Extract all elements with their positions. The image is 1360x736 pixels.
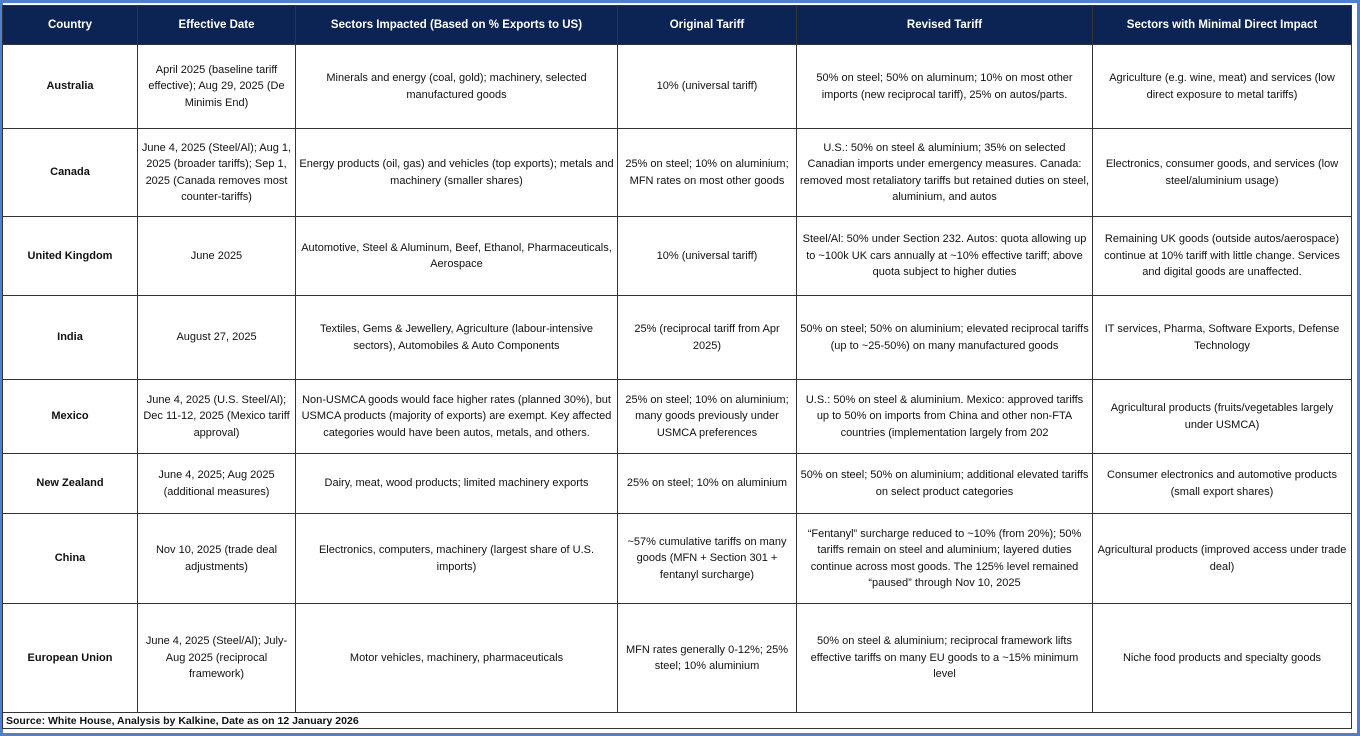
- country-cell: Mexico: [3, 380, 138, 454]
- header-row: [3, 6, 1352, 45]
- sectors-impacted-cell: Motor vehicles, machinery, pharmaceuticals: [296, 604, 618, 713]
- country-cell: United Kingdom: [3, 217, 138, 296]
- minimal-impact-cell: Agriculture (e.g. wine, meat) and services (low direct exposure to metal tariffs): [1093, 45, 1352, 129]
- minimal-impact-cell: Consumer electronics and automotive products (small export shares): [1093, 454, 1352, 514]
- table-row: [3, 380, 1352, 454]
- effective-date-cell: Nov 10, 2025 (trade deal adjustments): [138, 514, 296, 604]
- sectors-impacted-cell: Dairy, meat, wood products; limited machinery exports: [296, 454, 618, 514]
- original-tariff-cell: MFN rates generally 0-12%; 25% steel; 10% aluminium: [618, 604, 797, 713]
- effective-date-cell: June 4, 2025; Aug 2025 (additional measures): [138, 454, 296, 514]
- country-cell: New Zealand: [3, 454, 138, 514]
- sectors-impacted-cell: Non-USMCA goods would face higher rates (planned 30%), but USMCA products (majority of exports) are exempt. Key affected categories would have been autos, metals, and others.: [296, 380, 618, 454]
- effective-date-cell: June 4, 2025 (Steel/Al); Aug 1, 2025 (broader tariffs); Sep 1, 2025 (Canada removes most counter-tariffs): [138, 129, 296, 217]
- minimal-impact-cell: Agricultural products (improved access under trade deal): [1093, 514, 1352, 604]
- header-country: Country: [3, 6, 138, 45]
- header-minimal-impact: Sectors with Minimal Direct Impact: [1093, 6, 1352, 45]
- header-original-tariff: Original Tariff: [618, 6, 797, 45]
- sectors-impacted-cell: Electronics, computers, machinery (largest share of U.S. imports): [296, 514, 618, 604]
- tariff-table: [2, 5, 1352, 729]
- effective-date-cell: June 2025: [138, 217, 296, 296]
- minimal-impact-cell: IT services, Pharma, Software Exports, Defense Technology: [1093, 296, 1352, 380]
- original-tariff-cell: 10% (universal tariff): [618, 45, 797, 129]
- sectors-impacted-cell: Energy products (oil, gas) and vehicles (top exports); metals and machinery (smaller shares): [296, 129, 618, 217]
- header-sectors-impacted: Sectors Impacted (Based on % Exports to US): [296, 6, 618, 45]
- country-cell: China: [3, 514, 138, 604]
- revised-tariff-cell: 50% on steel; 50% on aluminium; additional elevated tariffs on select product categories: [797, 454, 1093, 514]
- revised-tariff-cell: “Fentanyl” surcharge reduced to ~10% (from 20%); 50% tariffs remain on steel and aluminium; layered duties continue across most goods. The 125% level remained “paused” through Nov 10, 2025: [797, 514, 1093, 604]
- minimal-impact-cell: Niche food products and specialty goods: [1093, 604, 1352, 713]
- header-effective-date: Effective Date: [138, 6, 296, 45]
- table-row: [3, 45, 1352, 129]
- country-cell: India: [3, 296, 138, 380]
- effective-date-cell: August 27, 2025: [138, 296, 296, 380]
- table-row: [3, 217, 1352, 296]
- effective-date-cell: April 2025 (baseline tariff effective); Aug 29, 2025 (De Minimis End): [138, 45, 296, 129]
- minimal-impact-cell: Electronics, consumer goods, and services (low steel/aluminium usage): [1093, 129, 1352, 217]
- sectors-impacted-cell: Minerals and energy (coal, gold); machinery, selected manufactured goods: [296, 45, 618, 129]
- table-row: [3, 604, 1352, 713]
- effective-date-cell: June 4, 2025 (Steel/Al); July-Aug 2025 (reciprocal framework): [138, 604, 296, 713]
- country-cell: Canada: [3, 129, 138, 217]
- original-tariff-cell: 25% on steel; 10% on aluminium; MFN rates on most other goods: [618, 129, 797, 217]
- original-tariff-cell: 25% on steel; 10% on aluminium; many goods previously under USMCA preferences: [618, 380, 797, 454]
- revised-tariff-cell: U.S.: 50% on steel & aluminium. Mexico: approved tariffs up to 50% on imports from China and other non-FTA countries (implementation largely from 202: [797, 380, 1093, 454]
- country-cell: Australia: [3, 45, 138, 129]
- header-revised-tariff: Revised Tariff: [797, 6, 1093, 45]
- revised-tariff-cell: U.S.: 50% on steel & aluminium; 35% on selected Canadian imports under emergency measures. Canada: removed most retaliatory tariffs but retained duties on steel, aluminium, and autos: [797, 129, 1093, 217]
- source-note: Source: White House, Analysis by Kalkine, Date as on 12 January 2026: [3, 713, 1352, 729]
- original-tariff-cell: 25% (reciprocal tariff from Apr 2025): [618, 296, 797, 380]
- revised-tariff-cell: Steel/Al: 50% under Section 232. Autos: quota allowing up to ~100k UK cars annually at ~10% effective tariff; above quota subject to higher duties: [797, 217, 1093, 296]
- original-tariff-cell: 10% (universal tariff): [618, 217, 797, 296]
- minimal-impact-cell: Agricultural products (fruits/vegetables largely under USMCA): [1093, 380, 1352, 454]
- table-row: [3, 514, 1352, 604]
- sectors-impacted-cell: Automotive, Steel & Aluminum, Beef, Ethanol, Pharmaceuticals, Aerospace: [296, 217, 618, 296]
- revised-tariff-cell: 50% on steel; 50% on aluminum; 10% on most other imports (new reciprocal tariff), 25% on autos/parts.: [797, 45, 1093, 129]
- original-tariff-cell: 25% on steel; 10% on aluminium: [618, 454, 797, 514]
- country-cell: European Union: [3, 604, 138, 713]
- source-row: [3, 713, 1352, 729]
- table-row: [3, 129, 1352, 217]
- revised-tariff-cell: 50% on steel & aluminium; reciprocal framework lifts effective tariffs on many EU goods to a ~15% minimum level: [797, 604, 1093, 713]
- minimal-impact-cell: Remaining UK goods (outside autos/aerospace) continue at 10% tariff with little change. Services and digital goods are unaffected.: [1093, 217, 1352, 296]
- table-row: [3, 454, 1352, 514]
- sectors-impacted-cell: Textiles, Gems & Jewellery, Agriculture (labour-intensive sectors), Automobiles & Auto Components: [296, 296, 618, 380]
- revised-tariff-cell: 50% on steel; 50% on aluminium; elevated reciprocal tariffs (up to ~25-50%) on many manufactured goods: [797, 296, 1093, 380]
- effective-date-cell: June 4, 2025 (U.S. Steel/Al); Dec 11-12, 2025 (Mexico tariff approval): [138, 380, 296, 454]
- table-row: [3, 296, 1352, 380]
- original-tariff-cell: ~57% cumulative tariffs on many goods (MFN + Section 301 + fentanyl surcharge): [618, 514, 797, 604]
